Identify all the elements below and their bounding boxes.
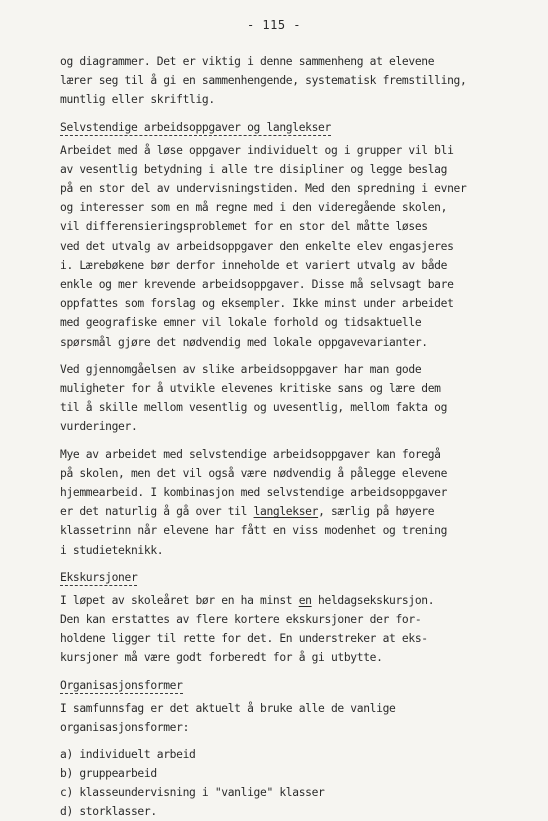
- text-fragment: , særlig på høyere: [318, 505, 435, 519]
- text-line: i. Lærebøkene bør derfor inneholde et variert utvalg av både: [60, 258, 448, 272]
- text-line: vil differensieringsproblemet for en stor del måtte løses: [60, 220, 428, 234]
- text-line: kursjoner må være godt forberedt for å gi utbytte.: [60, 651, 383, 665]
- underlined-term: langlekser: [253, 505, 319, 519]
- text-line: Den kan erstattes av flere kortere ekskursjoner der for-: [60, 613, 422, 627]
- text-line: muligheter for å utvikle elevenes kritiske sans og lære dem: [60, 382, 441, 396]
- list-item: d) storklasser.: [60, 805, 157, 819]
- page-content: [60, 52, 512, 821]
- text-line: Mye av arbeidet med selvstendige arbeidsoppgaver kan foregå: [60, 447, 441, 461]
- page-number: - 115 -: [246, 18, 302, 32]
- organisation-forms-list: [60, 745, 512, 821]
- text-line: muntlig eller skriftlig.: [60, 93, 215, 107]
- text-line: i studieteknikk.: [60, 543, 164, 557]
- text-line: på en stor del av undervisningstiden. Med den spredning i evner: [60, 182, 467, 196]
- text-line: I samfunnsfag er det aktuelt å bruke alle de vanlige: [60, 701, 396, 715]
- paragraph-ekskursjoner: [60, 591, 512, 668]
- text-line: enkle og mer krevende arbeidsoppgaver. Disse må selvsagt bare: [60, 278, 454, 292]
- text-line: spørsmål gjøre det nødvendig med lokale oppgavevarianter.: [60, 335, 428, 349]
- text-line: til å skille mellom vesentlig og uvesentlig, mellom fakta og: [60, 401, 448, 415]
- list-item: c) klasseundervisning i "vanlige" klasser: [60, 786, 325, 800]
- text-line: lærer seg til å gi en sammenhengende, systematisk fremstilling,: [60, 74, 467, 88]
- text-line: klassetrinn når elevene har fått en viss modenhet og trening: [60, 524, 448, 538]
- text-line: og diagrammer. Det er viktig i denne sammenheng at elevene: [60, 55, 435, 68]
- text-line: oppfattes som forslag og eksempler. Ikke minst under arbeidet: [60, 297, 454, 311]
- text-fragment: er det naturlig å gå over til: [60, 505, 254, 519]
- text-line: holdene ligger til rette for det. En understreker at eks-: [60, 632, 428, 646]
- paragraph-organisasjonsformer: [60, 699, 512, 737]
- paragraph-hjemmearbeid: [60, 445, 512, 560]
- section-heading-ekskursjoner: Ekskursjoner: [60, 570, 138, 584]
- section-heading-organisasjonsformer: Organisasjonsformer: [60, 678, 183, 692]
- underlined-term: en: [298, 593, 312, 607]
- section-heading-selvstendige: Selvstendige arbeidsoppgaver og langlekser: [60, 120, 331, 134]
- text-line: Arbeidet med å løse oppgaver individuelt og i grupper vil bli: [60, 143, 454, 157]
- text-line: organisasjonsformer:: [60, 720, 190, 734]
- text-line: av vesentlig betydning i alle tre disipliner og legge beslag: [60, 162, 448, 176]
- text-line: og interesser som en må regne med i den videregående skolen,: [60, 201, 448, 215]
- paragraph-gjennomgaelsen: [60, 360, 512, 437]
- text-line: hjemmearbeid. I kombinasjon med selvstendige arbeidsoppgaver: [60, 486, 448, 500]
- text-line: ved det utvalg av arbeidsoppgaver den enkelte elev engasjeres: [60, 239, 454, 253]
- paragraph-arbeidet: [60, 141, 512, 352]
- text-line: på skolen, men det vil også være nødvendig å pålegge elevene: [60, 466, 448, 480]
- text-line: vurderinger.: [60, 420, 138, 434]
- intro-paragraph: [60, 52, 512, 110]
- list-item: a) individuelt arbeid: [60, 748, 196, 762]
- text-line: med geografiske emner vil lokale forhold og tidsaktuelle: [60, 316, 422, 330]
- text-fragment: heldagsekskursjon.: [311, 593, 435, 607]
- text-fragment: I løpet av skoleåret bør en ha minst: [60, 593, 299, 607]
- list-item: b) gruppearbeid: [60, 767, 157, 781]
- text-line: Ved gjennomgåelsen av slike arbeidsoppgaver har man gode: [60, 362, 422, 376]
